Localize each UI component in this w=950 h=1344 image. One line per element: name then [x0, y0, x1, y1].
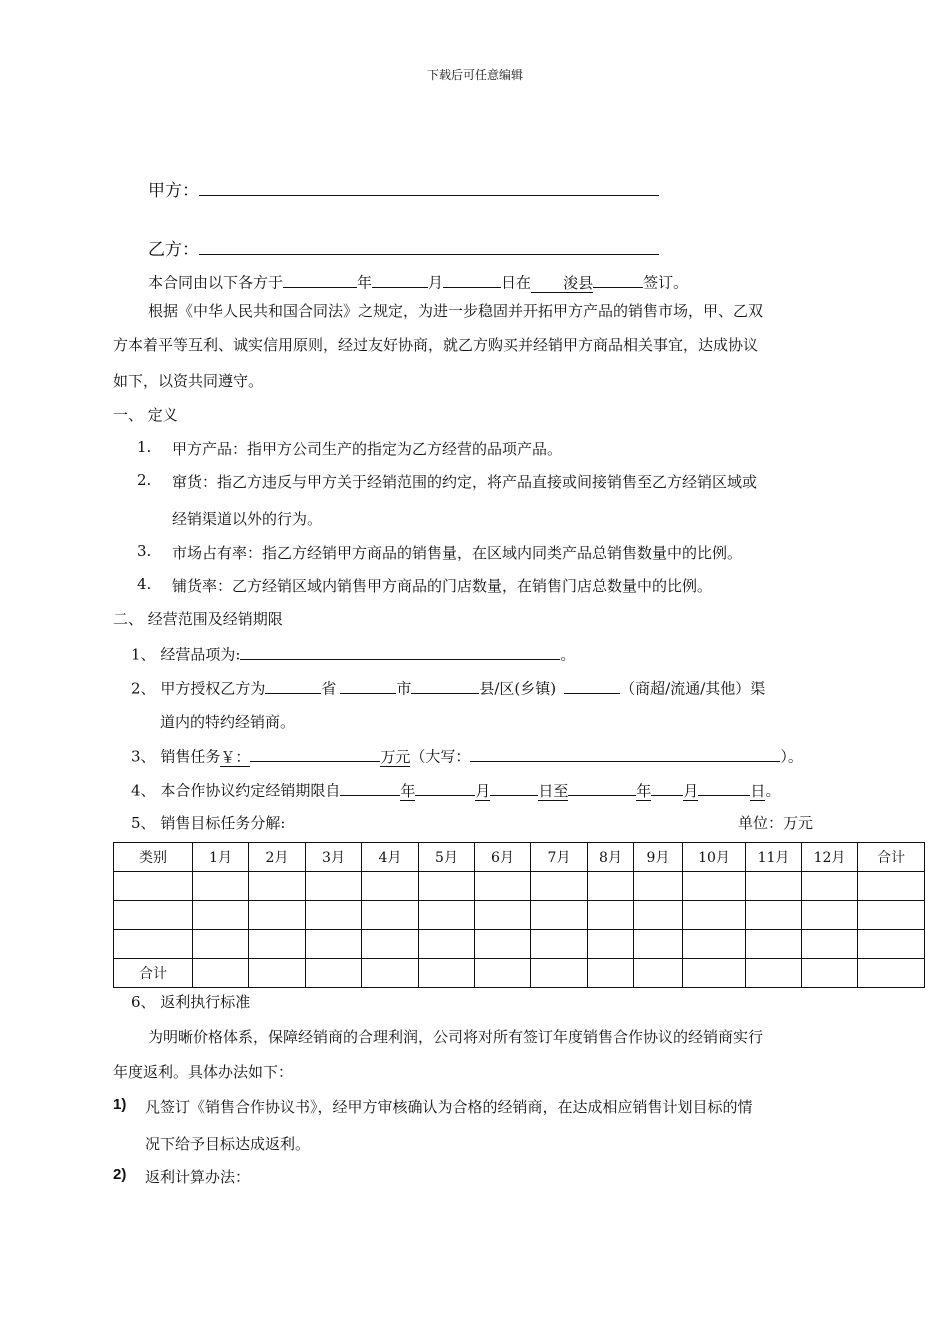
- table-cell[interactable]: [419, 901, 475, 930]
- table-cell[interactable]: [306, 901, 362, 930]
- def-item-2-num: 2.: [137, 471, 152, 489]
- scope-item-4: [131, 778, 780, 801]
- scope-item-2-cont: 道内的特约经销商。: [160, 713, 296, 731]
- table-cell[interactable]: [683, 872, 746, 901]
- scope-item-1-end: 。: [560, 645, 576, 664]
- intro-line-2: 方本着平等互利、诚实信用原则，经过友好协商，就乙方购买并经销甲方商品相关事宜，达成协议: [113, 336, 759, 354]
- sales-task-unit: 万元: [380, 747, 411, 766]
- table-cell[interactable]: [114, 930, 193, 959]
- channel-label: （商超/流通/其他）渠: [620, 679, 766, 698]
- table-header-cell: 合计: [858, 843, 925, 872]
- sign-year-field[interactable]: [283, 270, 357, 288]
- table-cell[interactable]: [802, 959, 858, 988]
- table-header-cell: 类别: [114, 843, 193, 872]
- rebate-item-1-num: 1): [113, 1096, 127, 1113]
- sign-prefix: 本合同由以下各方于: [148, 273, 284, 292]
- province-field[interactable]: [265, 676, 321, 694]
- channel-field[interactable]: [564, 676, 620, 694]
- scope-item-1-label: 经营品项为:: [160, 645, 241, 664]
- table-cell[interactable]: [683, 959, 746, 988]
- header-note: 下载后可任意编辑: [426, 68, 523, 82]
- table-cell[interactable]: [362, 901, 419, 930]
- def-item-1-num: 1.: [137, 438, 152, 456]
- sign-line: [148, 270, 688, 293]
- rebate-para-line-2: 年度返利。具体办法如下：: [113, 1063, 294, 1081]
- party-a-line: [148, 176, 659, 201]
- term-label: 本合作协议约定经销期限自: [160, 781, 341, 800]
- table-cell[interactable]: [746, 930, 802, 959]
- table-cell[interactable]: [746, 959, 802, 988]
- scope-item-2-num: 2、: [131, 679, 156, 698]
- city-label: 市: [396, 679, 412, 698]
- table-row: [114, 901, 925, 930]
- def-item-4-text: 铺货率：乙方经销区域内销售甲方商品的门店数量，在销售门店总数量中的比例。: [172, 577, 713, 595]
- table-cell[interactable]: [531, 959, 588, 988]
- party-b-label: 乙方：: [148, 240, 199, 260]
- def-item-3-text: 市场占有率：指乙方经销甲方商品的销售量，在区域内同类产品总销售数量中的比例。: [172, 544, 743, 562]
- table-row: [114, 930, 925, 959]
- sign-day-at-label: 日在: [501, 273, 532, 292]
- sign-place-field[interactable]: [593, 270, 643, 288]
- scope-item-3: [131, 744, 803, 767]
- table-cell[interactable]: [634, 872, 683, 901]
- term-start-day-field[interactable]: [490, 778, 538, 796]
- def-item-2-text: 窜货：指乙方违反与甲方关于经销范围的约定，将产品直接或间接销售至乙方经销区域或: [172, 473, 758, 491]
- term-end-month-label: 月: [683, 781, 699, 800]
- table-cell[interactable]: [634, 930, 683, 959]
- table-cell[interactable]: [475, 959, 531, 988]
- table-header-cell: 12月: [802, 843, 858, 872]
- table-cell[interactable]: [683, 901, 746, 930]
- rebate-item-1-text: 凡签订《销售合作协议书》，经甲方审核确认为合格的经销商，在达成相应销售计划目标的情: [145, 1098, 753, 1116]
- table-header-cell: 5月: [419, 843, 475, 872]
- term-start-month-field[interactable]: [415, 778, 475, 796]
- table-row: [114, 872, 925, 901]
- table-cell[interactable]: [193, 930, 249, 959]
- table-cell[interactable]: [419, 930, 475, 959]
- scope-item-4-end: 。: [765, 781, 781, 800]
- table-cell[interactable]: [475, 901, 531, 930]
- table-cell[interactable]: [193, 901, 249, 930]
- def-item-1-text: 甲方产品：指甲方公司生产的指定为乙方经营的品项产品。: [172, 440, 563, 458]
- term-end-month-field[interactable]: [651, 778, 683, 796]
- sales-task-label: 销售任务: [160, 747, 221, 766]
- province-label: 省: [321, 679, 337, 698]
- term-end-year-field[interactable]: [568, 778, 636, 796]
- table-header-cell: 6月: [475, 843, 531, 872]
- table-total-row: [114, 959, 925, 988]
- table-cell[interactable]: [858, 901, 925, 930]
- sign-suffix: 签订。: [643, 273, 689, 292]
- scope-item-3-num: 3、: [131, 747, 156, 766]
- table-cell[interactable]: [249, 959, 306, 988]
- sign-month-field[interactable]: [372, 270, 428, 288]
- table-cell[interactable]: [588, 959, 634, 988]
- table-unit-label: 单位：万元: [738, 814, 814, 832]
- table-cell[interactable]: [588, 872, 634, 901]
- term-end-day-field[interactable]: [698, 778, 750, 796]
- table-cell[interactable]: [588, 901, 634, 930]
- rebate-item-2-num: 2): [113, 1166, 127, 1183]
- sign-day-field[interactable]: [443, 270, 501, 288]
- table-cell[interactable]: [746, 901, 802, 930]
- table-cell[interactable]: [475, 930, 531, 959]
- term-end-day-label: 日: [750, 781, 766, 800]
- table-cell[interactable]: [249, 901, 306, 930]
- table-cell[interactable]: [858, 959, 925, 988]
- party-a-label: 甲方：: [148, 181, 199, 201]
- table-header-cell: 11月: [746, 843, 802, 872]
- table-header-cell: 8月: [588, 843, 634, 872]
- table-header-row: [114, 843, 925, 872]
- term-start-year-label: 年: [400, 781, 416, 800]
- county-field[interactable]: [411, 676, 479, 694]
- table-cell[interactable]: [802, 930, 858, 959]
- table-cell[interactable]: [531, 930, 588, 959]
- term-start-month-label: 月: [475, 781, 491, 800]
- table-cell[interactable]: [634, 959, 683, 988]
- table-cell[interactable]: [634, 901, 683, 930]
- table-cell[interactable]: [362, 872, 419, 901]
- sign-year-label: 年: [357, 273, 373, 292]
- term-end-year-label: 年: [636, 781, 652, 800]
- party-b-line: [148, 235, 659, 260]
- term-day-to-label: 日至: [538, 781, 569, 800]
- currency-symbol: ￥：: [220, 747, 251, 766]
- table-header-cell: 7月: [531, 843, 588, 872]
- scope-item-5: [131, 812, 285, 833]
- table-cell[interactable]: [249, 930, 306, 959]
- table-cell[interactable]: [193, 959, 249, 988]
- scope-item-5-num: 5、: [131, 814, 156, 832]
- product-items-field[interactable]: [240, 642, 560, 660]
- table-header-cell: 1月: [193, 843, 249, 872]
- table-cell[interactable]: [802, 872, 858, 901]
- section6-title: 6、 返利执行标准: [131, 993, 251, 1011]
- scope-item-5-label: 销售目标任务分解:: [160, 814, 286, 832]
- def-item-3-num: 3.: [137, 542, 152, 560]
- table-header-cell: 9月: [634, 843, 683, 872]
- scope-item-1-num: 1、: [131, 645, 156, 664]
- table-cell[interactable]: [531, 901, 588, 930]
- table-cell[interactable]: [114, 872, 193, 901]
- caps-amount-field[interactable]: [470, 744, 780, 762]
- table-cell[interactable]: [683, 930, 746, 959]
- scope-item-3-end: ）。: [780, 747, 803, 766]
- table-cell[interactable]: [746, 872, 802, 901]
- table-cell[interactable]: [114, 901, 193, 930]
- rebate-para-line-1: 为明晰价格体系，保障经销商的合理利润，公司将对所有签订年度销售合作协议的经销商实行: [148, 1028, 764, 1046]
- rebate-item-2-text: 返利计算办法：: [145, 1168, 251, 1186]
- term-start-year-field[interactable]: [340, 778, 400, 796]
- table-header-cell: 2月: [249, 843, 306, 872]
- table-cell[interactable]: [858, 872, 925, 901]
- scope-item-2-label: 甲方授权乙方为: [160, 679, 266, 698]
- sales-target-table: [113, 842, 925, 988]
- def-item-2-text-cont: 经销渠道以外的行为。: [172, 510, 323, 528]
- table-cell[interactable]: [362, 959, 419, 988]
- sign-county: 浚县: [531, 274, 593, 293]
- scope-item-1: [131, 642, 575, 665]
- table-cell[interactable]: [475, 872, 531, 901]
- section1-title: 一、 定义: [113, 406, 178, 424]
- table-header-cell: 4月: [362, 843, 419, 872]
- table-cell[interactable]: [588, 930, 634, 959]
- table-cell[interactable]: [802, 901, 858, 930]
- table-cell[interactable]: [362, 930, 419, 959]
- table-cell[interactable]: [858, 930, 925, 959]
- party-a-field[interactable]: [199, 176, 659, 196]
- sales-task-amount-field[interactable]: [250, 744, 380, 762]
- table-cell[interactable]: [419, 959, 475, 988]
- table-cell[interactable]: [193, 872, 249, 901]
- table-cell[interactable]: [531, 872, 588, 901]
- table-cell[interactable]: [306, 930, 362, 959]
- table-cell[interactable]: [306, 872, 362, 901]
- intro-line-1: 根据《中华人民共和国合同法》之规定，为进一步稳固并开拓甲方产品的销售市场，甲、乙双: [148, 302, 764, 320]
- table-cell: 合计: [114, 959, 193, 988]
- rebate-item-1-text-cont: 况下给予目标达成返利。: [145, 1135, 311, 1153]
- def-item-4-num: 4.: [137, 575, 152, 593]
- table-header-cell: 10月: [683, 843, 746, 872]
- party-b-field[interactable]: [199, 235, 659, 255]
- table-cell[interactable]: [306, 959, 362, 988]
- intro-line-3: 如下，以资共同遵守。: [113, 372, 264, 390]
- scope-item-4-num: 4、: [131, 781, 156, 800]
- county-label: 县/区(乡镇): [479, 679, 557, 698]
- table-cell[interactable]: [419, 872, 475, 901]
- city-field[interactable]: [340, 676, 396, 694]
- section2-title: 二、 经营范围及经销期限: [113, 610, 283, 628]
- caps-label: （大写：: [410, 747, 471, 766]
- table-cell[interactable]: [249, 872, 306, 901]
- sign-month-label: 月: [428, 273, 444, 292]
- table-header-cell: 3月: [306, 843, 362, 872]
- scope-item-2: [131, 676, 765, 699]
